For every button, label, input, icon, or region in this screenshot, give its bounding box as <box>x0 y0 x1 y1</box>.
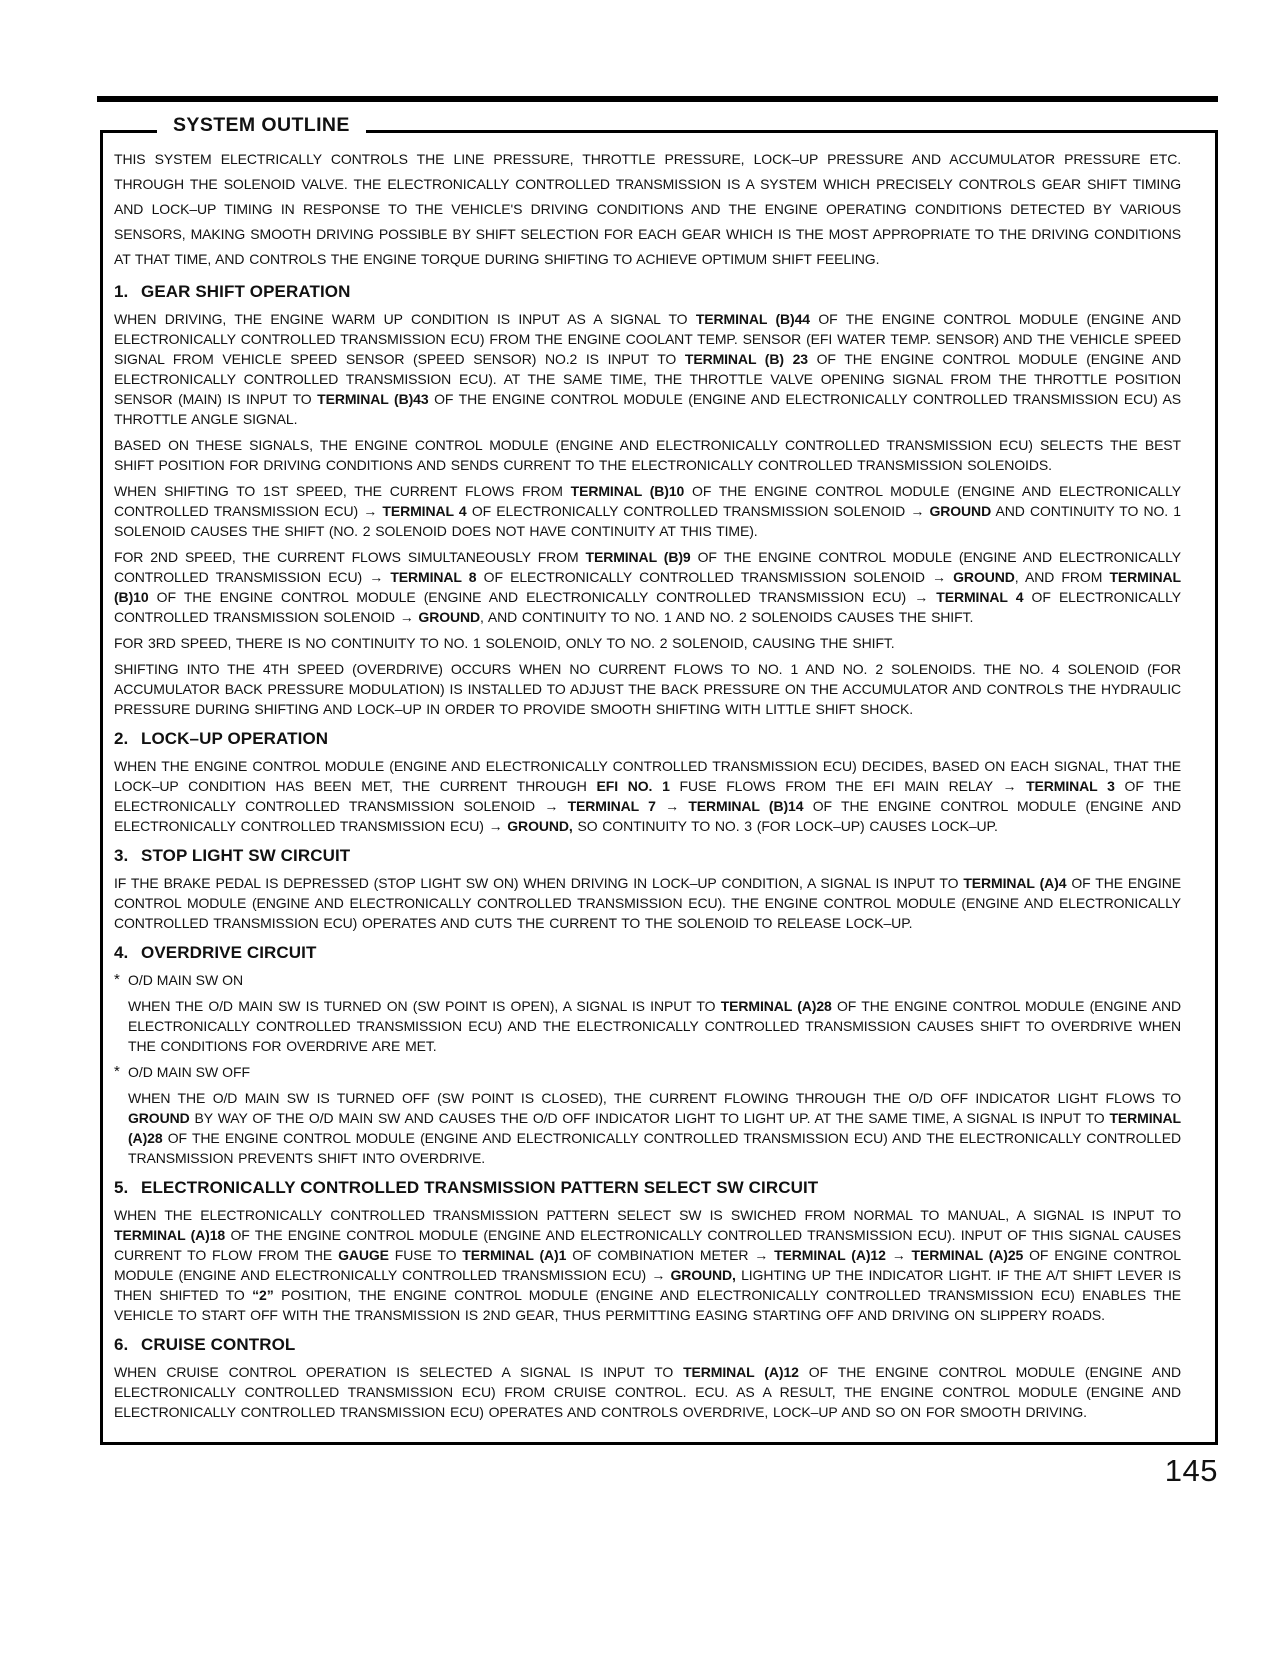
asterisk-marker: * <box>114 1063 120 1080</box>
text-run: FOR 3RD SPEED, THERE IS NO CONTINUITY TO NO. 1 SOLENOID, ONLY TO NO. 2 SOLENOID, CAUSING THE SHIFT. <box>114 635 895 651</box>
section-heading <box>114 942 1181 964</box>
page-title: SYSTEM OUTLINE <box>157 109 366 141</box>
text-run: WHEN THE O/D MAIN SW IS TURNED ON (SW POINT IS OPEN), A SIGNAL IS INPUT TO <box>128 998 721 1014</box>
text-run: OF THE ENGINE CONTROL MODULE (ENGINE AND ELECTRONICALLY CONTROLLED TRANSMISSION ECU). AT THE SAME TIME, THE THROTTLE VALVE OPENING SIGNAL FROM THE THROTTLE POSITION SENSOR (MAIN) IS INPUT TO <box>114 351 1181 407</box>
text-run: OF THE ENGINE CONTROL MODULE (ENGINE AND ELECTRONICALLY CONTROLLED TRANSMISSION ECU) FROM CRUISE CONTROL. ECU. AS A RESULT, THE ENGINE CONTROL MODULE (ENGINE AND ELECTRONICALLY CONTROLLED TRANSMISSION ECU) OPERATES AND CONTROLS OVERDRIVE, LOCK–UP AND SO ON FOR SMOOTH DRIVING. <box>114 1364 1181 1420</box>
bold-term: GROUND, <box>507 818 573 834</box>
bold-term: TERMINAL 7 <box>567 798 656 814</box>
bold-term: “2” <box>252 1287 274 1303</box>
text-run: , AND FROM <box>1014 569 1110 585</box>
page-number-row <box>0 1453 1218 1489</box>
section-title: OVERDRIVE CIRCUIT <box>141 943 317 962</box>
text-run: OF THE ENGINE CONTROL MODULE (ENGINE AND ELECTRONICALLY CONTROLLED TRANSMISSION ECU) → <box>148 589 937 605</box>
outline-box <box>100 114 1218 1445</box>
text-run: OF THE ENGINE CONTROL MODULE (ENGINE AND ELECTRONICALLY CONTROLLED TRANSMISSION ECU) → <box>114 483 1182 519</box>
text-run: OF THE ENGINE CONTROL MODULE (ENGINE AND ELECTRONICALLY CONTROLLED TRANSMISSION ECU) AND THE ELECTRONICALLY CONTROLLED TRANSMISSION PREVENTS SHIFT INTO OVERDRIVE. <box>128 1130 1181 1166</box>
text-run: → <box>655 798 689 814</box>
bullet-row <box>114 1062 1181 1082</box>
text-run: FUSE TO <box>388 1247 463 1263</box>
text-run: LIGHTING UP THE INDICATOR LIGHT. IF THE A/T SHIFT LEVER IS THEN SHIFTED TO <box>114 1267 1181 1303</box>
paragraph <box>128 996 1181 1056</box>
text-run: OF ELECTRONICALLY CONTROLLED TRANSMISSION SOLENOID → <box>114 589 1181 625</box>
text-run: POSITION, THE ENGINE CONTROL MODULE (ENGINE AND ELECTRONICALLY CONTROLLED TRANSMISSION ECU) ENABLES THE VEHICLE TO START OFF WITH THE TRANSMISSION IS 2ND GEAR, THUS PERMITTING EASING STARTING OFF AND DRIVING ON SLIPPERY ROADS. <box>114 1287 1181 1323</box>
text-run: WHEN DRIVING, THE ENGINE WARM UP CONDITION IS INPUT AS A SIGNAL TO <box>114 311 696 327</box>
text-run: WHEN THE ELECTRONICALLY CONTROLLED TRANSMISSION PATTERN SELECT SW IS SWICHED FROM NORMAL TO MANUAL, A SIGNAL IS INPUT TO <box>114 1207 1181 1223</box>
bold-term: TERMINAL (A)1 <box>462 1247 567 1263</box>
section-number: 5. <box>114 1178 129 1197</box>
paragraph <box>128 1088 1181 1168</box>
section-heading <box>114 1334 1181 1356</box>
text-run: AND CONTINUITY TO NO. 1 SOLENOID CAUSES THE SHIFT (NO. 2 SOLENOID DOES NOT HAVE CONTINUITY AT THIS TIME). <box>114 503 1181 539</box>
paragraph <box>114 873 1181 933</box>
text-run: → <box>885 1247 912 1263</box>
bold-term: TERMINAL (A)28 <box>720 998 832 1014</box>
paragraph <box>114 633 1181 653</box>
section-heading <box>114 728 1181 750</box>
bold-term: TERMINAL (B)14 <box>688 798 804 814</box>
text-run: THIS SYSTEM ELECTRICALLY CONTROLS THE LINE PRESSURE, THROTTLE PRESSURE, LOCK–UP PRESSURE AND ACCUMULATOR PRESSURE ETC. THROUGH THE SOLENOID VALVE. THE ELECTRONICALLY CONTROLLED TRANSMISSION IS A SYSTEM WHICH PRECISELY CONTROLS GEAR SHIFT TIMING AND LOCK–UP TIMING IN RESPONSE TO THE VEHICLE'S DRIVING CONDITIONS AND THE ENGINE OPERATING CONDITIONS DETECTED BY VARIOUS SENSORS, MAKING SMOOTH DRIVING POSSIBLE BY SHIFT SELECTION FOR EACH GEAR WHICH IS THE MOST APPROPRIATE TO THE DRIVING CONDITIONS AT THAT TIME, AND CONTROLS THE ENGINE TORQUE DURING SHIFTING TO ACHIEVE OPTIMUM SHIFT FEELING. <box>114 151 1181 267</box>
bold-term: TERMINAL (B)10 <box>570 483 685 499</box>
paragraph <box>114 481 1181 541</box>
section-heading <box>114 1177 1181 1199</box>
bullet-label <box>128 1062 250 1082</box>
bold-term: TERMINAL (B)44 <box>695 311 810 327</box>
bold-term: TERMINAL (A)28 <box>128 1110 1181 1146</box>
section-title: CRUISE CONTROL <box>141 1335 296 1354</box>
bold-term: TERMINAL (B) 23 <box>684 351 808 367</box>
section-number: 6. <box>114 1335 129 1354</box>
section-heading <box>114 281 1181 303</box>
text-run: SO CONTINUITY TO NO. 3 (FOR LOCK–UP) CAUSES LOCK–UP. <box>572 818 998 834</box>
section-title: STOP LIGHT SW CIRCUIT <box>141 846 351 865</box>
section-number: 4. <box>114 943 129 962</box>
text-run: WHEN THE O/D MAIN SW IS TURNED OFF (SW POINT IS CLOSED), THE CURRENT FLOWING THROUGH THE O/D OFF INDICATOR LIGHT FLOWS TO <box>128 1090 1181 1106</box>
bold-term: GROUND, <box>670 1267 736 1283</box>
bullet-row <box>114 970 1181 990</box>
text-run: OF ELECTRONICALLY CONTROLLED TRANSMISSION SOLENOID → <box>476 569 954 585</box>
text-run: OF THE ENGINE CONTROL MODULE (ENGINE AND ELECTRONICALLY CONTROLLED TRANSMISSION ECU) AND THE ELECTRONICALLY CONTROLLED TRANSMISSION CAUSES SHIFT TO OVERDRIVE WHEN THE CONDITIONS FOR OVERDRIVE ARE MET. <box>128 998 1181 1054</box>
section-title: ELECTRONICALLY CONTROLLED TRANSMISSION PATTERN SELECT SW CIRCUIT <box>141 1178 819 1197</box>
sections-container <box>114 281 1181 1422</box>
text-run: OF ELECTRONICALLY CONTROLLED TRANSMISSION SOLENOID → <box>466 503 930 519</box>
text-run: FUSE FLOWS FROM THE EFI MAIN RELAY → <box>669 778 1027 794</box>
bold-term: TERMINAL 4 <box>382 503 467 519</box>
text-run: OF THE ENGINE CONTROL MODULE (ENGINE AND ELECTRONICALLY CONTROLLED TRANSMISSION ECU) → <box>114 798 1181 834</box>
bold-term: GROUND <box>418 609 481 625</box>
section-number: 2. <box>114 729 129 748</box>
top-rule <box>97 96 1218 102</box>
paragraph <box>114 659 1181 719</box>
intro-paragraph <box>114 147 1181 272</box>
bullet-label <box>128 970 243 990</box>
section-heading <box>114 845 1181 867</box>
bold-term: TERMINAL 3 <box>1026 778 1115 794</box>
text-run: OF ENGINE CONTROL MODULE (ENGINE AND ELECTRONICALLY CONTROLLED TRANSMISSION ECU) → <box>114 1247 1181 1283</box>
text-run: OF COMBINATION METER → <box>566 1247 775 1263</box>
text-run: WHEN SHIFTING TO 1ST SPEED, THE CURRENT FLOWS FROM <box>114 483 571 499</box>
paragraph <box>114 435 1181 475</box>
text-run: OF THE ENGINE CONTROL MODULE (ENGINE AND ELECTRONICALLY CONTROLLED TRANSMISSION ECU) FROM THE ENGINE COOLANT TEMP. SENSOR (EFI WATER TEMP. SENSOR) AND THE VEHICLE SPEED SIGNAL FROM VEHICLE SPEED SENSOR (SPEED SENSOR) NO.2 IS INPUT TO <box>114 311 1181 367</box>
bold-term: TERMINAL 8 <box>390 569 477 585</box>
bold-term: TERMINAL (A)25 <box>911 1247 1024 1263</box>
text-run: OF THE ENGINE CONTROL MODULE (ENGINE AND ELECTRONICALLY CONTROLLED TRANSMISSION ECU). THE ENGINE CONTROL MODULE (ENGINE AND ELECTRONICALLY CONTROLLED TRANSMISSION ECU) OPERATES AND CUTS THE CURRENT TO THE SOLENOID TO RELEASE LOCK–UP. <box>114 875 1181 931</box>
text-run: WHEN THE ENGINE CONTROL MODULE (ENGINE AND ELECTRONICALLY CONTROLLED TRANSMISSION ECU) DECIDES, BASED ON EACH SIGNAL, THAT THE LOCK–UP CONDITION HAS BEEN MET, THE CURRENT THROUGH <box>114 758 1181 794</box>
text-run: SHIFTING INTO THE 4TH SPEED (OVERDRIVE) OCCURS WHEN NO CURRENT FLOWS TO NO. 1 AND NO. 2 SOLENOIDS. THE NO. 4 SOLENOID (FOR ACCUMULATOR BACK PRESSURE MODULATION) IS INSTALLED TO ADJUST THE BACK PRESSURE ON THE ACCUMULATOR AND CONTROLS THE HYDRAULIC PRESSURE DURING SHIFTING AND LOCK–UP IN ORDER TO PROVIDE SMOOTH SHIFTING WITH LITTLE SHIFT SHOCK. <box>114 661 1181 717</box>
section-title: GEAR SHIFT OPERATION <box>141 282 351 301</box>
bold-term: TERMINAL (B)9 <box>585 549 691 565</box>
paragraph <box>114 309 1181 429</box>
page-number: 145 <box>1164 1453 1218 1488</box>
bold-term: TERMINAL (B)43 <box>317 391 429 407</box>
text-run: FOR 2ND SPEED, THE CURRENT FLOWS SIMULTANEOUSLY FROM <box>114 549 586 565</box>
section-title: LOCK–UP OPERATION <box>141 729 329 748</box>
section-number: 1. <box>114 282 129 301</box>
bold-term: GROUND <box>953 569 1015 585</box>
text-run: BY WAY OF THE O/D MAIN SW AND CAUSES THE O/D OFF INDICATOR LIGHT TO LIGHT UP. AT THE SAME TIME, A SIGNAL IS INPUT TO <box>189 1110 1110 1126</box>
bold-term: EFI NO. 1 <box>596 778 670 794</box>
bold-term: TERMINAL 4 <box>936 589 1024 605</box>
section-number: 3. <box>114 846 129 865</box>
bold-term: TERMINAL (A)12 <box>774 1247 886 1263</box>
text-run: BASED ON THESE SIGNALS, THE ENGINE CONTROL MODULE (ENGINE AND ELECTRONICALLY CONTROLLED TRANSMISSION ECU) SELECTS THE BEST SHIFT POSITION FOR DRIVING CONDITIONS AND SENDS CURRENT TO THE ELECTRONICALLY CONTROLLED TRANSMISSION SOLENOIDS. <box>114 437 1181 473</box>
text-run: OF THE ENGINE CONTROL MODULE (ENGINE AND ELECTRONICALLY CONTROLLED TRANSMISSION ECU). INPUT OF THIS SIGNAL CAUSES CURRENT TO FLOW FROM THE <box>114 1227 1181 1263</box>
paragraph <box>114 756 1181 836</box>
text-run: O/D MAIN SW OFF <box>128 1064 251 1080</box>
bold-term: TERMINAL (A)18 <box>114 1227 226 1243</box>
bold-term: TERMINAL (A)4 <box>963 875 1067 891</box>
text-run: OF THE ENGINE CONTROL MODULE (ENGINE AND ELECTRONICALLY CONTROLLED TRANSMISSION ECU) → <box>114 549 1181 585</box>
bold-term: TERMINAL (B)10 <box>114 569 1181 605</box>
bold-term: GROUND <box>128 1110 190 1126</box>
bold-term: GAUGE <box>338 1247 389 1263</box>
asterisk-marker: * <box>114 971 120 988</box>
text-run: OF THE ELECTRONICALLY CONTROLLED TRANSMISSION SOLENOID → <box>114 778 1181 814</box>
text-run: WHEN CRUISE CONTROL OPERATION IS SELECTED A SIGNAL IS INPUT TO <box>114 1364 684 1380</box>
text-run: OF THE ENGINE CONTROL MODULE (ENGINE AND ELECTRONICALLY CONTROLLED TRANSMISSION ECU) AS THROTTLE ANGLE SIGNAL. <box>114 391 1181 427</box>
bold-term: GROUND <box>929 503 992 519</box>
text-run: O/D MAIN SW ON <box>128 972 244 988</box>
paragraph <box>114 1362 1181 1422</box>
text-run: IF THE BRAKE PEDAL IS DEPRESSED (STOP LIGHT SW ON) WHEN DRIVING IN LOCK–UP CONDITION, A SIGNAL IS INPUT TO <box>114 875 964 891</box>
text-run: , AND CONTINUITY TO NO. 1 AND NO. 2 SOLENOIDS CAUSES THE SHIFT. <box>480 609 974 625</box>
bold-term: TERMINAL (A)12 <box>683 1364 799 1380</box>
paragraph <box>114 1205 1181 1325</box>
paragraph <box>114 547 1181 627</box>
